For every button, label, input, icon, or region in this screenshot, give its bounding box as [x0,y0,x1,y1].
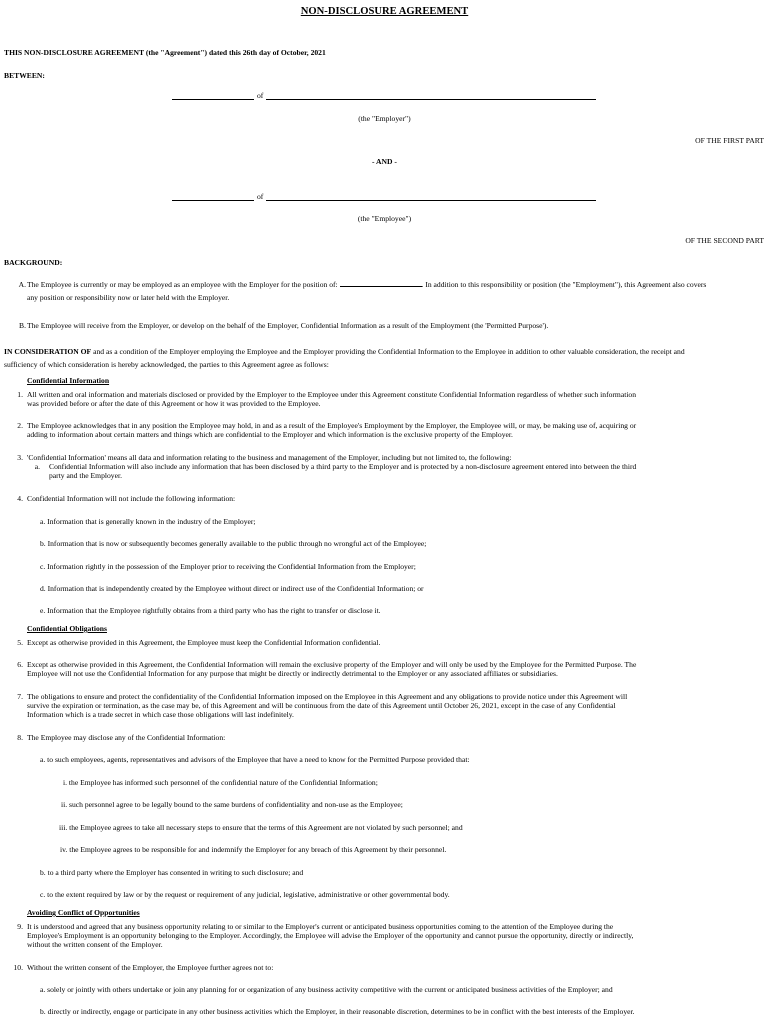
para-8a: a. to such employees, agents, representatives and advisors of the Employee that have a need to know for the Permitted Purpose provided that: [40,755,470,764]
para-number: 4. [17,494,23,503]
para-10b: b. directly or indirectly, engage or participate in any other business activities which the Employer, in their reasonable discretion, determines to be in conflict with the best interests of the Employer. [40,1007,635,1016]
para-3a: Confidential Information will also include any information that has been disclosed by a third party to the Employer and is protected by a non-disclosure agreement entered into between the third party and the Employer. [49,462,637,481]
section-heading-confidential-obligations: Confidential Obligations [27,624,107,633]
position-blank[interactable] [340,280,422,287]
para-10a: a. solely or jointly with others undertake or join any planning for or organization of any business activity competitive with the current or anticipated business activities of the Employer; and [40,985,613,994]
para-number: 3. [17,453,23,462]
para-3: 'Confidential Information' means all data and information relating to the business and management of the Employer, including but not limited to, the following: [27,453,512,462]
employee-name-blank[interactable] [172,200,254,201]
background-heading: BACKGROUND: [4,258,63,267]
para-4c: c. Information rightly in the possession of the Employer prior to receiving the Confidential Information from the Employer; [40,562,416,571]
bg-b-letter: B. [19,321,26,330]
para-4d: d. Information that is independently created by the Employee without direct or indirect use of the Confidential Information; or [40,584,424,593]
first-part-label: OF THE FIRST PART [695,136,764,145]
intro-line: THIS NON-DISCLOSURE AGREEMENT (the "Agreement") dated this 26th day of October, 2021 [4,48,326,57]
para-8c: c. to the extent required by law or by the request or requirement of any judicial, legislative, administrative or other governmental body. [40,890,450,899]
para-number: 7. [17,692,23,701]
para-4a: a. Information that is generally known in the industry of the Employer; [40,517,256,526]
para-8a-iii: iii. the Employee agrees to take all necessary steps to ensure that the terms of this Agreement are not violated by such personnel; and [59,823,463,832]
para-4b: b. Information that is now or subsequently becomes generally available to the public through no wrongful act of the Employee; [40,539,427,548]
bg-a-letter: A. [18,280,26,289]
section-heading-confidential-information: Confidential Information [27,376,110,385]
party2-of: of [257,192,264,201]
para-4: Confidential Information will not include the following information: [27,494,236,503]
para-number: 9. [17,922,23,931]
employer-label: (the "Employer") [358,114,411,123]
para-7: The obligations to ensure and protect the confidentiality of the Confidential Information imposed on the Employee in this Agreement and any obligations to provide notice under this Agreement will survive the expiration or termination, as the case may be, of this Agreement and will be continuous from the date of this Agreement until October 26, 2021, except in the case of any Confidential Information which is a trade secret in which case those obligations will last indefinitely. [27,692,628,720]
sub-letter: a. [34,462,40,471]
para-6: Except as otherwise provided in this Agreement, the Confidential Information will remain the exclusive property of the Employer and will only be used by the Employee for the Permitted Purpose. The Employee will not use the Confidential Information for any purpose that might be directly or indirectly detrimental to the Employer or any associated affiliates or subsidiaries. [27,660,637,679]
para-number: 10. [13,963,23,972]
party1-of: of [257,91,264,100]
section-heading-avoiding-conflict: Avoiding Conflict of Opportunities [27,908,140,917]
bg-a-text: The Employee is currently or may be employed as an employee with the Employer for the position of: . In addition to this responsibility or position (the "Employment"), this Agreement also covers [27,280,707,289]
para-8b: b. to a third party where the Employer has consented in writing to such disclosure; and [40,868,304,877]
para-9: It is understood and agreed that any business opportunity relating to or similar to the Employer's current or anticipated business opportunities coming to the attention of the Employee during the Employee's Employment is an opportunity belonging to the Employer. Accordingly, the Employee will advise the Employer of the opportunity and cannot pursue the opportunity, directly or indirectly, without the written consent of the Employer. [27,922,634,950]
between-label: BETWEEN: [4,71,45,80]
para-10: Without the written consent of the Employer, the Employee further agrees not to: [27,963,274,972]
para-8a-i: i. the Employee has informed such personnel of the confidential nature of the Confidential Information; [63,778,378,787]
para-number: 2. [17,421,23,430]
para-number: 5. [17,638,23,647]
para-8: The Employee may disclose any of the Confidential Information: [27,733,226,742]
para-8a-iv: iv. the Employee agrees to be responsible for and indemnify the Employer for any breach of this Agreement by their personnel. [60,845,447,854]
bg-a-text-cont: any position or responsibility now or later held with the Employer. [27,293,230,302]
para-5: Except as otherwise provided in this Agreement, the Employee must keep the Confidential Information confidential. [27,638,381,647]
para-1: All written and oral information and materials disclosed or provided by the Employer to the Employee under this Agreement constitute Confidential Information regardless of whether such information was provided before or after the date of this Agreement or how it was provided to the Employee. [27,390,637,409]
para-number: 6. [17,660,23,669]
second-part-label: OF THE SECOND PART [685,236,764,245]
para-4e: e. Information that the Employee rightfully obtains from a third party who has the right to transfer or disclose it. [40,606,381,615]
employer-address-blank[interactable] [266,99,596,100]
para-number: 1. [17,390,23,399]
para-number: 8. [17,733,23,742]
para-8a-ii: ii. such personnel agree to be legally bound to the same burdens of confidentiality and non-use as the Employee; [61,800,403,809]
employer-name-blank[interactable] [172,99,254,100]
consideration-para-cont: sufficiency of which consideration is hereby acknowledged, the parties to this Agreement agree as follows: [4,360,329,369]
consideration-para: IN CONSIDERATION OF and as a condition of the Employer employing the Employee and the Employer providing the Confidential Information to the Employee in addition to other valuable consideration, the receipt and [4,347,685,356]
bg-b-text: The Employee will receive from the Employer, or develop on the behalf of the Employer, Confidential Information as a result of the Employment (the 'Permitted Purpose'). [27,321,549,330]
and-separator: - AND - [372,157,397,166]
para-2: The Employee acknowledges that in any position the Employee may hold, in and as a result of the Employee's Employment by the Employer, the Employee will, or may, be making use of, acquiring or adding to information about certain matters and things which are confidential to the Employer and which information is the exclusive property of the Employer. [27,421,637,440]
employee-label: (the "Employee") [357,214,412,223]
document-title: NON-DISCLOSURE AGREEMENT [300,6,469,17]
employee-address-blank[interactable] [266,200,596,201]
